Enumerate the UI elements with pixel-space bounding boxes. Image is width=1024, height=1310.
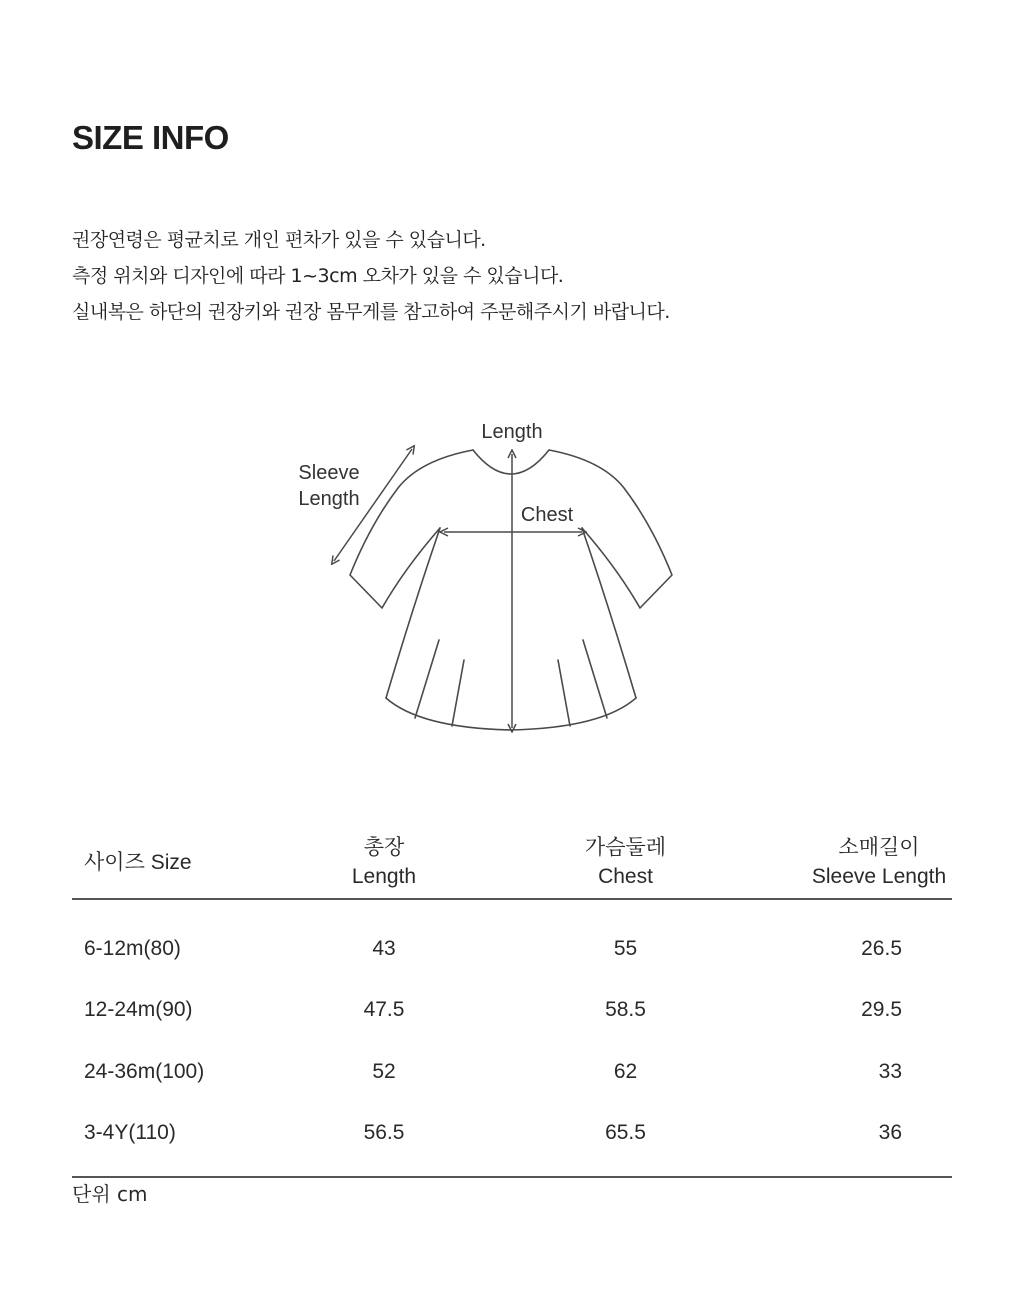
header-sleeve-ko: 소매길이 [838,836,920,859]
note-age: 권장연령은 평균치로 개인 편차가 있을 수 있습니다. [72,229,486,251]
sleeve-label-line1: Sleeve [298,462,360,484]
cell-length: 56.5 [363,1121,405,1145]
cell-sleeve: 29.5 [861,998,902,1022]
cell-chest: 62 [613,1059,638,1083]
cell-chest: 55 [613,936,638,960]
note-recommendation: 실내복은 하단의 권장키와 권장 몸무게를 참고하여 주문해주시기 바랍니다. [72,301,670,323]
table-row [72,918,952,980]
header-sleeve [747,833,952,891]
size-notes [72,222,670,330]
cell-chest: 65.5 [605,1121,646,1145]
cell-size: 6-12m(80) [84,936,181,960]
header-sleeve-en: Sleeve Length [811,865,947,888]
cell-length: 43 [372,936,396,960]
header-chest [504,833,747,891]
size-table [72,826,952,1178]
table-body [72,900,952,1178]
measurement-arrows [334,449,582,728]
cell-size: 3-4Y(110) [84,1121,176,1145]
chest-label: Chest [520,504,574,526]
dress-outline [350,450,672,730]
unit-note: 단위 cm [72,1182,148,1206]
cell-sleeve: 26.5 [861,936,902,960]
cell-size: 24-36m(100) [84,1059,205,1083]
header-chest-en: Chest [598,865,653,888]
sleeve-label-line2: Length [298,488,360,510]
header-length-en: Length [351,865,417,888]
header-size: 사이즈 Size [84,850,192,874]
garment-measurement-diagram [0,400,1024,750]
cell-sleeve: 36 [878,1121,902,1145]
page-title: SIZE INFO [72,119,229,156]
note-tolerance: 측정 위치와 디자인에 따라 1~3cm 오차가 있을 수 있습니다. [72,265,564,287]
table-row [72,1041,952,1103]
header-length [264,833,504,891]
cell-length: 52 [372,1059,396,1083]
cell-chest: 58.5 [605,998,646,1022]
length-label: Length [481,421,543,443]
table-header-row [72,826,952,900]
header-length-ko: 총장 [363,836,405,859]
cell-sleeve: 33 [878,1059,902,1083]
cell-length: 47.5 [363,998,405,1022]
cell-size: 12-24m(90) [84,998,193,1022]
table-row [72,980,952,1042]
table-row [72,1103,952,1165]
header-chest-ko: 가슴둘레 [584,836,667,859]
